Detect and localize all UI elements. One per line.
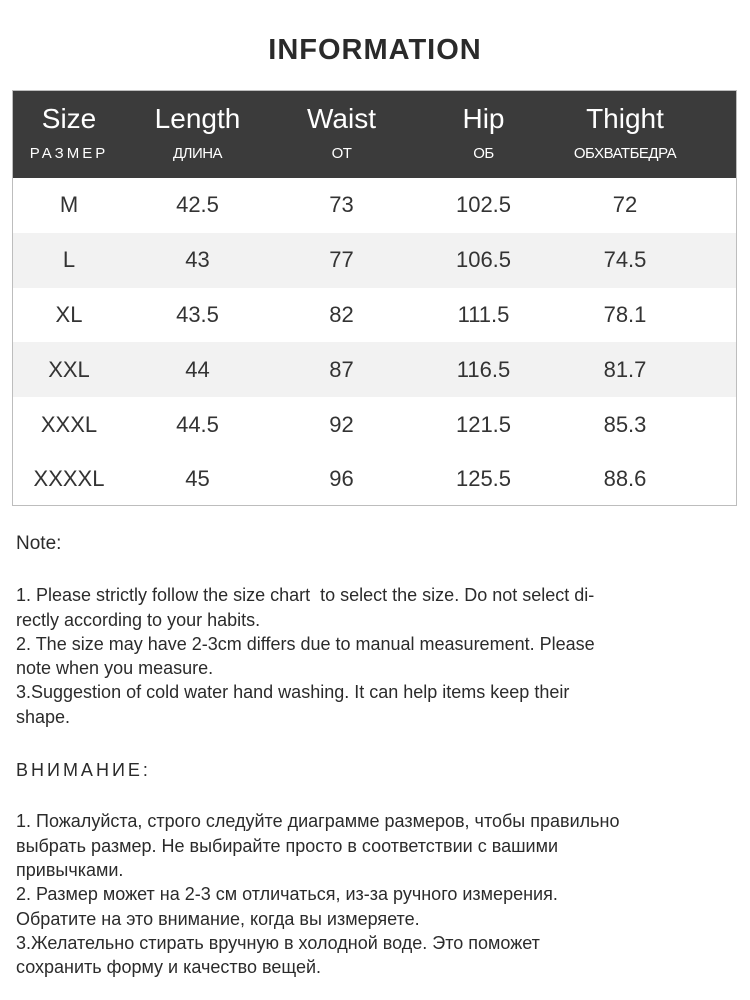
note-title: Note: [16, 533, 62, 554]
header-length [125, 91, 270, 178]
cell-waist: 82 [329, 301, 354, 327]
cell-size: M [59, 192, 79, 218]
table-row [13, 452, 736, 507]
header-thigh [554, 91, 696, 178]
cell-hip: 116.5 [456, 356, 511, 382]
cell-hip: 121.5 [455, 411, 512, 437]
cell-size: L [62, 247, 76, 273]
header-thigh-sub: ОБХВАТБЕДРА [573, 145, 677, 162]
cell-size: XXXL [40, 411, 98, 437]
table-row [13, 178, 736, 233]
cell-length: 43.5 [176, 301, 219, 327]
vnimanie-title: ВНИМАНИЕ: [16, 760, 151, 781]
header-size [13, 91, 125, 178]
header-length-sub: ДЛИНА [172, 145, 223, 162]
vnimanie-line: выбрать размер. Не выбирайте просто в соответствии с вашими [16, 835, 559, 856]
cell-length: 44.5 [176, 411, 219, 437]
cell-length: 44 [185, 356, 210, 382]
cell-hip: 111.5 [457, 301, 510, 327]
cell-length: 43 [185, 247, 210, 273]
header-waist-label: Waist [307, 103, 376, 134]
cell-length: 42.5 [176, 192, 219, 218]
cell-waist: 87 [329, 356, 354, 382]
notes-section [16, 532, 736, 979]
header-thigh-label: Thight [586, 103, 664, 134]
table-row [13, 288, 736, 343]
size-table [12, 90, 737, 506]
vnimanie-line: Обратите на это внимание, когда вы измеряете. [16, 908, 420, 929]
note-line: 3.Suggestion of cold water hand washing. It can help items keep their [16, 682, 570, 703]
cell-waist: 92 [329, 411, 354, 437]
cell-thigh: 72 [612, 192, 638, 218]
vnimanie-line: привычками. [16, 859, 124, 880]
note-line: rectly according to your habits. [16, 609, 261, 630]
cell-size: XXL [48, 356, 90, 382]
cell-length: 45 [185, 466, 210, 492]
note-line: 1. Please strictly follow the size chart to select the size. Do not select di- [16, 585, 595, 606]
header-waist-sub: ОТ [331, 145, 352, 162]
note-line: note when you measure. [16, 658, 214, 679]
header-hip-sub: ОБ [473, 145, 494, 162]
cell-waist: 96 [329, 466, 354, 492]
header-size-label: Size [41, 103, 97, 134]
vnimanie-line: 3.Желательно стирать вручную в холодной воде. Это поможет [16, 932, 540, 953]
cell-hip: 102.5 [455, 192, 512, 218]
cell-thigh: 85.3 [603, 411, 647, 437]
vnimanie-line: 1. Пожалуйста, строго следуйте диаграмме размеров, чтобы правильно [16, 811, 620, 832]
vnimanie-line: 2. Размер может на 2-3 см отличаться, из-за ручного измерения. [16, 884, 558, 905]
cell-waist: 77 [329, 247, 354, 273]
header-waist [270, 91, 413, 178]
table-header [13, 91, 736, 178]
note-line: shape. [16, 706, 71, 727]
table-row [13, 233, 736, 288]
header-size-sub: РАЗМЕР [29, 145, 109, 162]
cell-hip: 106.5 [455, 247, 512, 273]
cell-thigh: 78.1 [603, 301, 647, 327]
page-title: INFORMATION [268, 34, 482, 66]
note-line: 2. The size may have 2-3cm differs due to manual measurement. Please [16, 633, 595, 654]
table-row [13, 342, 736, 397]
vnimanie-line: сохранить форму и качество вещей. [16, 957, 322, 978]
cell-waist: 73 [329, 192, 354, 218]
cell-thigh: 88.6 [603, 466, 647, 492]
cell-thigh: 81.7 [603, 356, 647, 382]
header-hip-label: Hip [462, 103, 505, 134]
cell-size: XL [55, 301, 83, 327]
cell-hip: 125.5 [455, 466, 512, 492]
header-hip [413, 91, 554, 178]
table-row [13, 397, 736, 452]
header-length-label: Length [154, 103, 241, 134]
cell-size: XXXXL [33, 466, 105, 492]
cell-thigh: 74.5 [603, 247, 647, 273]
